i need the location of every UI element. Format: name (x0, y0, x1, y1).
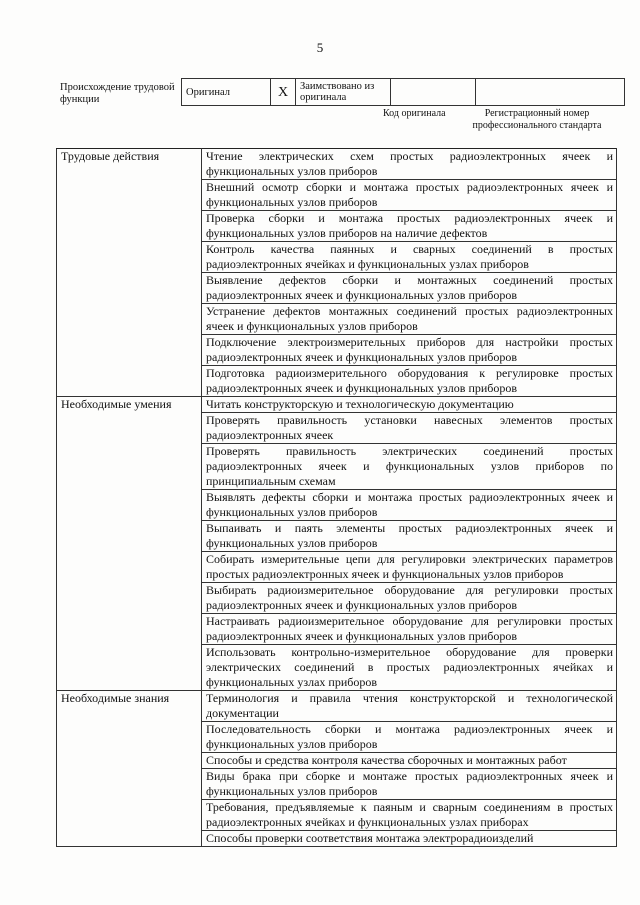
section-item-cell (202, 614, 617, 645)
section-item: Устранение дефектов монтажных соединений простых радиоэлектронных ячеек и функциональных узлов приборов (206, 304, 613, 333)
section-item: Использовать контрольно-измерительное оборудование для проверки электрических соединений в простых радиоэлектронных ячейках и функциональных узлах приборов (206, 645, 613, 689)
section-item: Выбирать радиоизмерительное оборудование для регулировки простых радиоэлектронных ячеек и функциональных узлов приборов (206, 583, 613, 612)
section-item-cell (202, 335, 617, 366)
section-item-cell (202, 304, 617, 335)
section-item: Выпаивать и паять элементы простых радиоэлектронных ячеек и функциональных узлов приборов (206, 521, 613, 550)
section-item-cell (202, 397, 617, 413)
section-item: Настраивать радиоизмерительное оборудование для регулировки простых радиоэлектронных ячеек и функциональных узлов приборов (206, 614, 613, 643)
section-item-cell (202, 413, 617, 444)
table-row (57, 149, 617, 180)
section-item-cell (202, 366, 617, 397)
section-item-cell (202, 645, 617, 691)
origin-label: Происхождение трудовой функции (60, 82, 175, 105)
section-item: Способы и средства контроля качества сборочных и монтажных работ (206, 753, 567, 767)
reg-caption: Регистрационный номер профессионального стандарта (472, 108, 602, 131)
section-item: Требования, предъявляемые к паяным и сварным соединениям в простых радиоэлектронных ячейках и функциональных узлах приборах (206, 800, 613, 829)
section-item-cell (202, 722, 617, 753)
section-item-cell (202, 242, 617, 273)
section-item: Читать конструкторскую и технологическую документацию (206, 397, 514, 411)
section-item: Выявлять дефекты сборки и монтажа простых радиоэлектронных ячеек и функциональных узлов приборов (206, 490, 613, 519)
section-item-cell (202, 831, 617, 847)
section-item-cell (202, 211, 617, 242)
origin-code-cell (391, 79, 476, 106)
section-item-cell (202, 490, 617, 521)
section-item: Подготовка радиоизмерительного оборудования к регулировке простых радиоэлектронных ячеек и функциональных узлов приборов (206, 366, 613, 395)
section-item: Внешний осмотр сборки и монтажа простых радиоэлектронных ячеек и функциональных узлов приборов (206, 180, 613, 209)
origin-table (181, 78, 625, 106)
page-number: 5 (316, 40, 324, 55)
origin-reg-cell (476, 79, 625, 106)
section-item: Собирать измерительные цепи для регулировки электрических параметров простых радиоэлектронных ячеек и функциональных узлов приборов (206, 552, 613, 581)
section-title: Необходимые умения (57, 397, 202, 691)
code-caption: Код оригинала (383, 108, 446, 119)
section-item-cell (202, 769, 617, 800)
section-item: Выявление дефектов сборки и монтажных соединений простых радиоэлектронных ячеек и функциональных узлов приборов (206, 273, 613, 302)
section-item-cell (202, 444, 617, 490)
section-item-cell (202, 753, 617, 769)
section-item: Последовательность сборки и монтажа радиоэлектронных ячеек и функциональных узлов приборов (206, 722, 613, 751)
table-row (57, 397, 617, 413)
section-item: Контроль качества паянных и сварных соединений в простых радиоэлектронных ячейках и функциональных узлах приборов (206, 242, 613, 271)
section-item: Подключение электроизмерительных приборов для настройки простых радиоэлектронных ячеек и функциональных узлов приборов (206, 335, 613, 364)
section-title: Необходимые знания (57, 691, 202, 847)
section-item-cell (202, 180, 617, 211)
section-item-cell (202, 691, 617, 722)
section-item-cell (202, 552, 617, 583)
origin-original-cell: Оригинал (182, 79, 271, 106)
section-item-cell (202, 149, 617, 180)
section-item-cell (202, 273, 617, 304)
section-item: Виды брака при сборке и монтаже простых радиоэлектронных ячеек и функциональных узлов приборов (206, 769, 613, 798)
section-title: Трудовые действия (57, 149, 202, 397)
section-item-cell (202, 800, 617, 831)
section-item: Способы проверки соответствия монтажа электрорадиоизделий (206, 831, 534, 845)
origin-borrowed-cell: Заимствовано из оригинала (296, 79, 391, 106)
section-item-cell (202, 521, 617, 552)
section-item: Чтение электрических схем простых радиоэлектронных ячеек и функциональных узлов приборов (206, 149, 613, 178)
section-item: Терминология и правила чтения конструкторской и технологической документации (206, 691, 613, 720)
functions-table (56, 148, 617, 847)
section-item: Проверять правильность установки навесных элементов простых радиоэлектронных ячеек (206, 413, 613, 442)
section-item-cell (202, 583, 617, 614)
section-item: Проверять правильность электрических соединений простых радиоэлектронных ячеек и функциональных узлов приборов по принципиальным схемам (206, 444, 613, 488)
table-row (57, 691, 617, 722)
origin-mark-cell: X (271, 79, 296, 106)
section-item: Проверка сборки и монтажа простых радиоэлектронных ячеек и функциональных узлов приборов на наличие дефектов (206, 211, 613, 240)
